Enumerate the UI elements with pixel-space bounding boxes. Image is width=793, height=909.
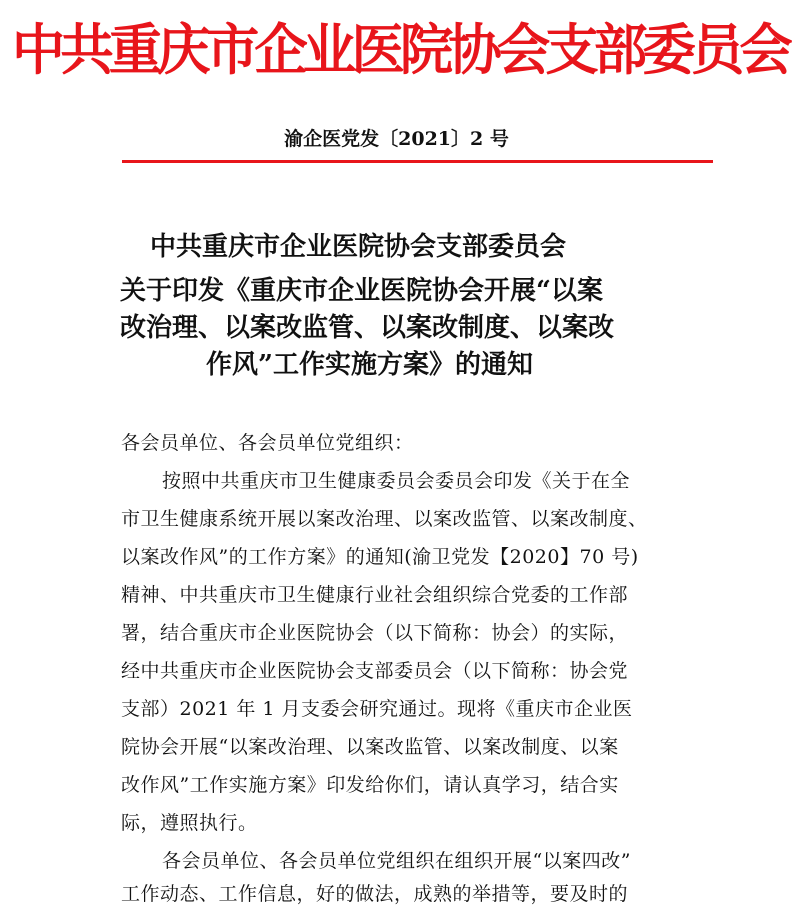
paragraph-1-line: 以案改作风”的工作方案》的通知(渝卫党发【2020】70 号) (121, 546, 639, 568)
paragraph-1-line: 际，遵照执行。 (121, 812, 258, 834)
org-masthead: 中共重庆市企业医院协会支部委员会 (11, 18, 788, 82)
paragraph-1-line: 院协会开展“以案改治理、以案改监管、以案改制度、以案 (121, 736, 619, 758)
paragraph-1-line: 支部）2021 年 1 月支委会研究通过。现将《重庆市企业医 (121, 698, 633, 720)
title-line-3: 改治理、以案改监管、以案改制度、以案改 (120, 313, 615, 343)
title-line-1: 中共重庆市企业医院协会支部委员会 (150, 232, 567, 262)
paragraph-2-line: 各会员单位、各会员单位党组织在组织开展“以案四改” (162, 850, 631, 872)
paragraph-1-line: 按照中共重庆市卫生健康委员会委员会印发《关于在全 (162, 470, 631, 492)
paragraph-1-line: 改作风”工作实施方案》印发给你们，请认真学习，结合实 (121, 774, 619, 796)
salutation: 各会员单位、各会员单位党组织： (121, 432, 414, 454)
document-number: 渝企医党发〔2021〕2 号 (284, 128, 509, 150)
paragraph-1-line: 经中共重庆市企业医院协会支部委员会（以下简称：协会党 (121, 660, 629, 682)
paragraph-1-line: 署，结合重庆市企业医院协会（以下简称：协会）的实际， (121, 622, 629, 644)
title-line-4: 作风”工作实施方案》的通知 (206, 350, 533, 380)
title-line-2: 关于印发《重庆市企业医院协会开展“以案 (120, 276, 603, 306)
paragraph-2-line: 工作动态、工作信息，好的做法，成熟的举措等，要及时的 (121, 883, 629, 905)
paragraph-1-line: 市卫生健康系统开展以案改治理、以案改监管、以案改制度、 (121, 508, 648, 530)
paragraph-1-line: 精神、中共重庆市卫生健康行业社会组织综合党委的工作部 (121, 584, 629, 606)
red-divider (122, 160, 713, 163)
